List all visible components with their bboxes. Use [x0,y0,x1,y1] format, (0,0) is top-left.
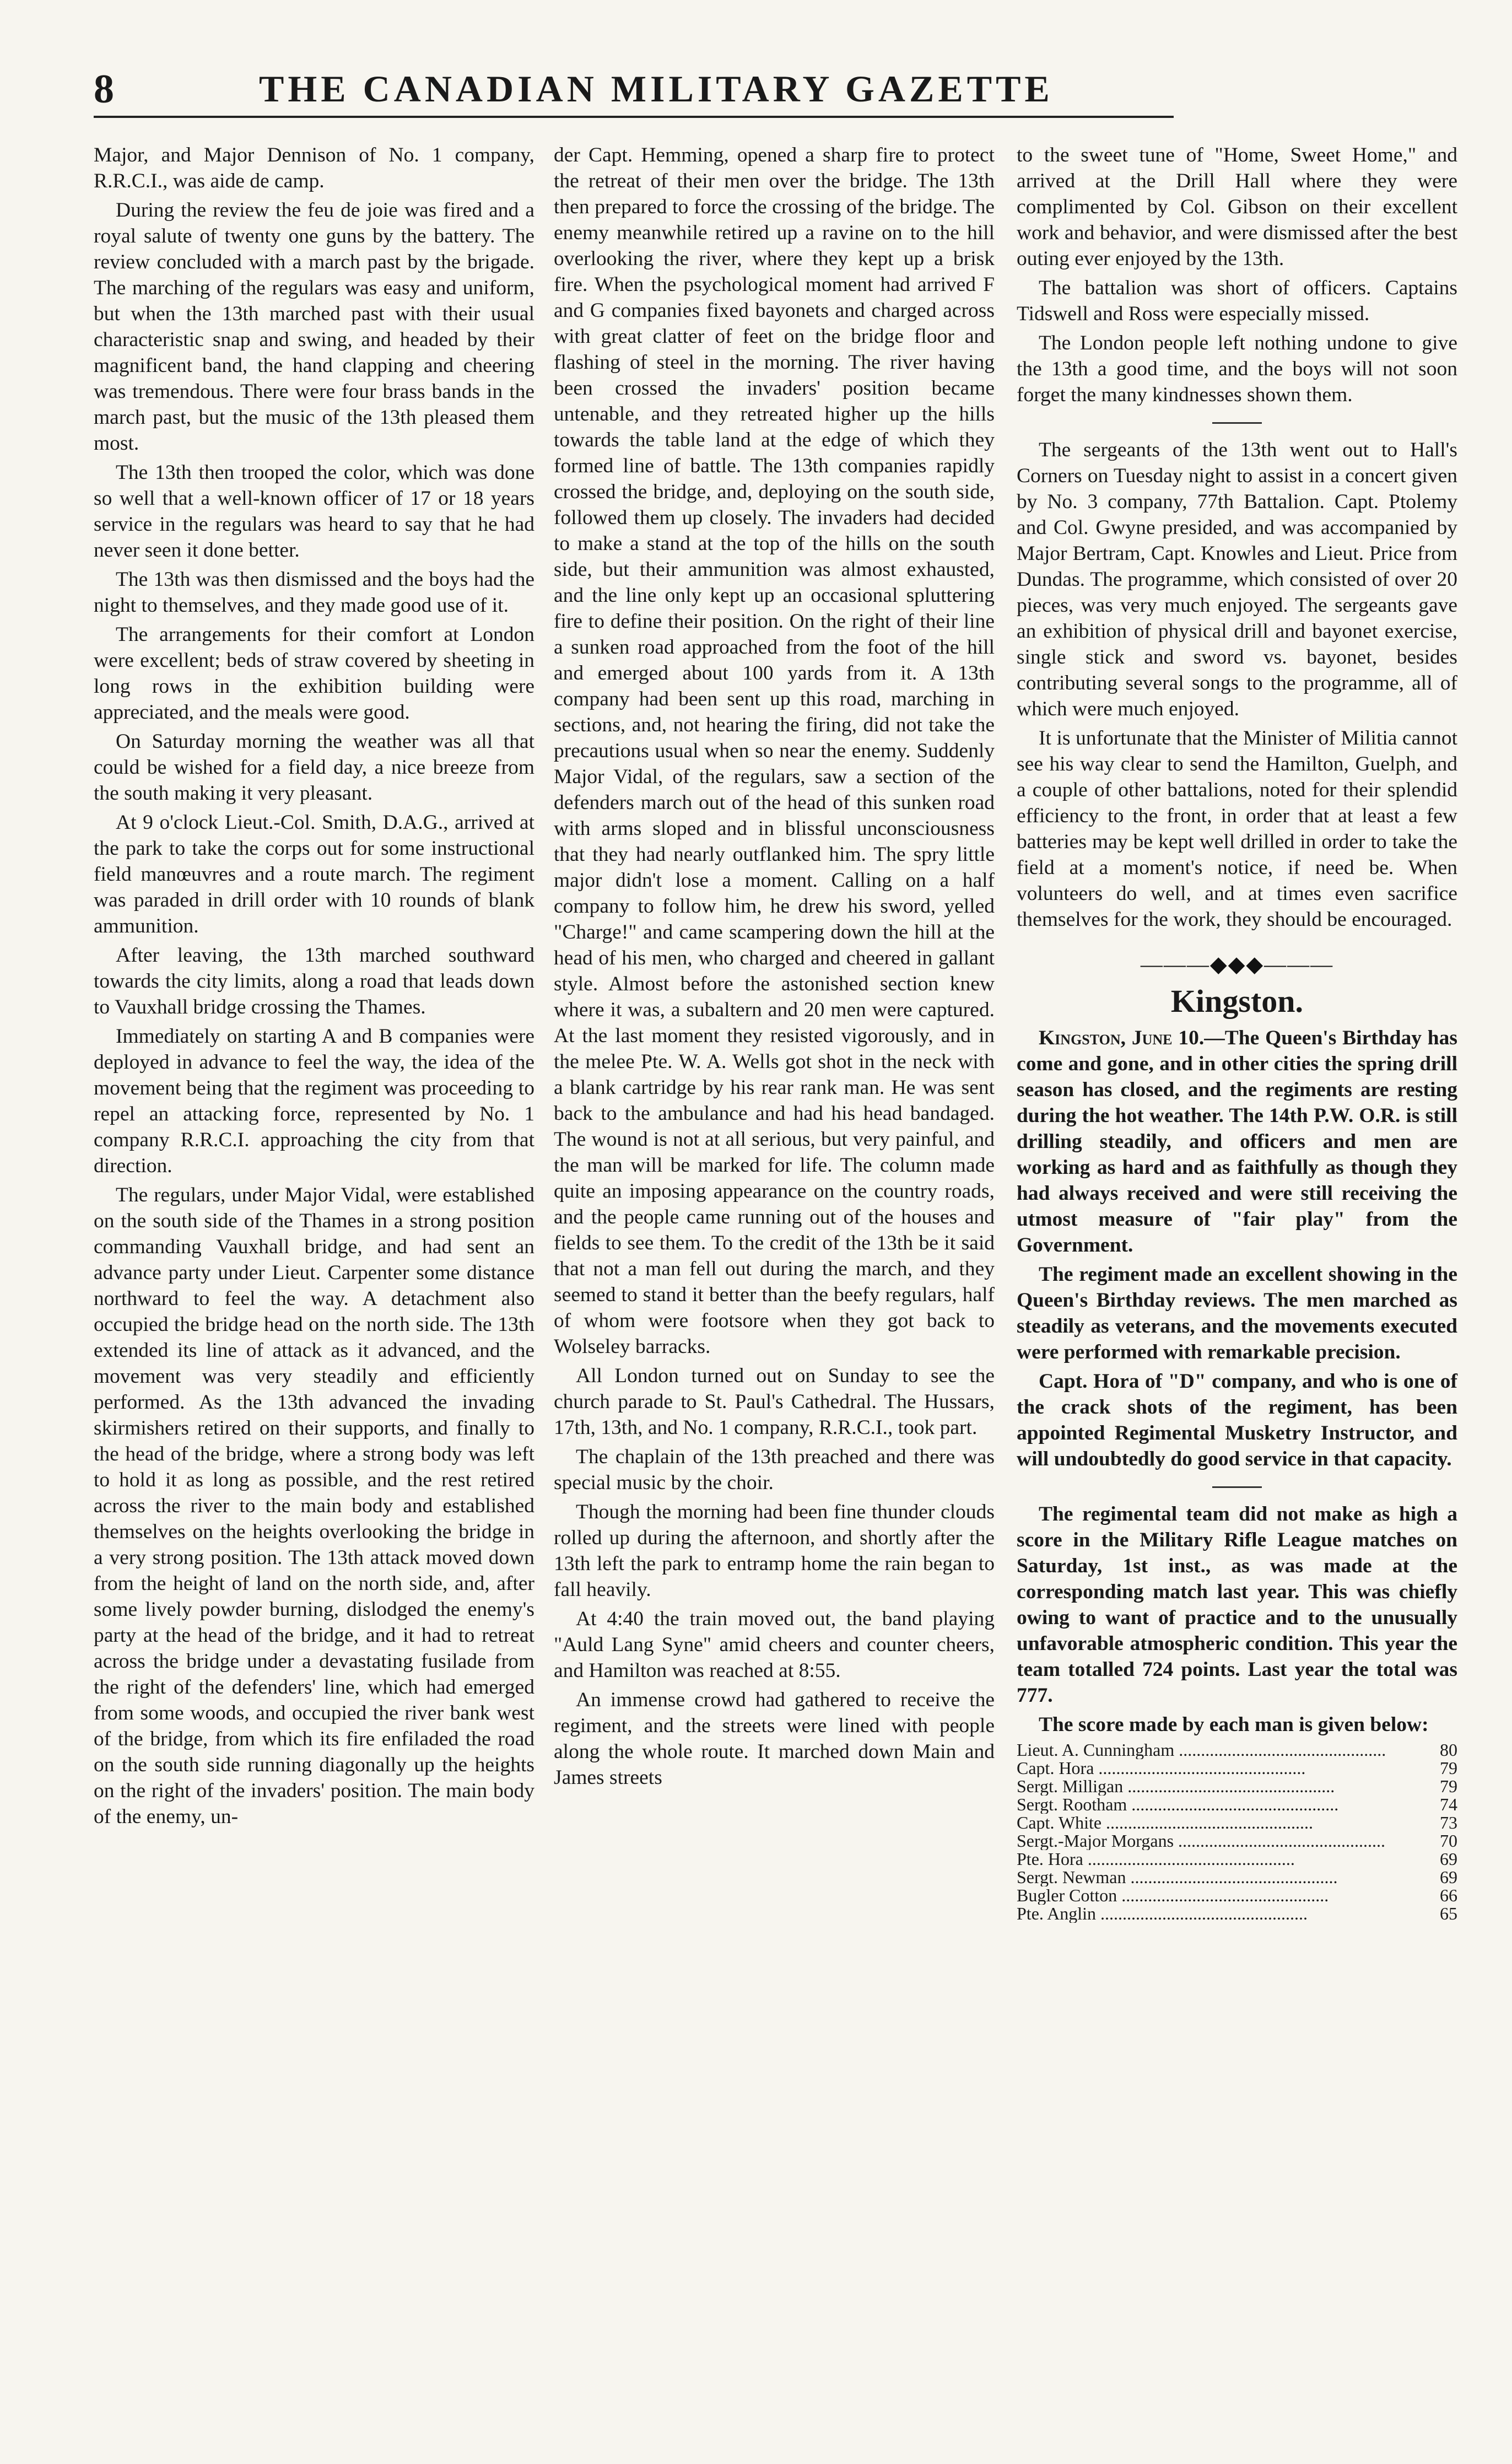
score-name: Capt. White ..... [1017,1814,1419,1832]
paragraph: The battalion was short of officers. Captains Tidswell and Ross were especially missed. [1017,277,1457,325]
paragraph: The score made by each man is given below: [1039,1713,1429,1736]
paragraph: An immense crowd had gathered to receive the regiment, and the streets were lined with people along the whole route. It marched down Main and James streets [554,1689,995,1789]
score-row [1017,1905,1457,1923]
paragraph: The regulars, under Major Vidal, were established on the south side of the Thames in a strong position commanding Vauxhall bridge, and had sent an advance party under Lieut. Carpenter some distance northward to feel the way. A detachment also occupied the bridge head on the north side. The 13th extended its line of attack as it advanced, and the movement was very steadily and efficiently performed. As the 13th advanced the invading skirmishers retired on their supports, and finally to the head of the bridge, where a strong body was left to hold it as long as possible, and the rest retired across the river to the main body and established themselves on the heights overlooking the bridge in a very strong position. The 13th attack moved down from the height of land on the north side, and, after some lively powder burning, dislodged the enemy's party at the head of the bridge, and it had to retreat across the bridge under a devastating fusilade from the right of the defenders' line, which had emerged from some woods, and occupied the river bank west of the bridge, from which its fire enfiladed the road on the south side running diagonally up the heights on the right of the invaders' position. The main body of the enemy, un- [94,1184,534,1828]
paragraph: All London turned out on Sunday to see the church parade to St. Paul's Cathedral. The Hussars, 17th, 13th, and No. 1 company, R.R.C.I., took part. [554,1365,995,1439]
score-row [1017,1868,1457,1886]
score-name: Bugler Cotton ..... [1017,1886,1419,1905]
paragraph: The arrangements for their comfort at London were excellent; beds of straw covered by sheeting in long rows in the exhibition building were appreciated, and the meals were good. [94,623,534,724]
paragraph: The 13th was then dismissed and the boys had the night to themselves, and they made good use of it. [94,568,534,617]
paragraph: Though the morning had been fine thunder clouds rolled up during the afternoon, and shortly after the 13th left the park to entramp home the rain began to fall heavily. [554,1501,995,1601]
score-name: Sergt. Newman ..... [1017,1868,1419,1886]
score-value: 80 [1440,1740,1457,1760]
page-header [94,61,1174,118]
score-row [1017,1777,1457,1796]
score-name: Lieut. A. Cunningham ..... [1017,1741,1419,1759]
paragraph: The London people left nothing undone to give the 13th a good time, and the boys will not soon forget the many kindnesses shown them. [1017,332,1457,406]
score-name: Capt. Hora ..... [1017,1759,1419,1777]
score-value: 74 [1440,1794,1457,1814]
score-value: 79 [1440,1758,1457,1778]
paragraph: to the sweet tune of "Home, Sweet Home," and arrived at the Drill Hall where they were complimented by Col. Gibson on their excellent work and behavior, and were dismissed after the best outing ever enjoyed by the 13th. [1017,144,1457,270]
paragraph: During the review the feu de joie was fired and a royal salute of twenty one guns by the battery. The review concluded with a march past by the brigade. The marching of the regulars was easy and uniform, but when the 13th marched past with their usual characteristic snap and swing, and headed by their magnificent band, the hand clapping and cheering was tremendous. There were four brass bands in the march past, but the music of the 13th pleased them most. [94,199,534,455]
score-name: Pte. Anglin ..... [1017,1905,1419,1923]
score-name: Pte. Hora ..... [1017,1850,1419,1868]
paragraph: At 4:40 the train moved out, the band playing "Auld Lang Syne" amid cheers and counter cheers, and Hamilton was reached at 8:55. [554,1608,995,1682]
paragraph: The chaplain of the 13th preached and there was special music by the choir. [554,1446,995,1494]
paragraph: It is unfortunate that the Minister of Militia cannot see his way clear to send the Hamilton, Guelph, and a couple of other battalions, noted for their splendid efficiency to the front, in order that at least a few batteries may be kept well drilled in order to take the field at a moment's notice, if need be. When volunteers do well, and at times even sacrifice themselves for the work, they should be encouraged. [1017,727,1457,931]
article-column-3 [1017,142,1457,1923]
score-value: 79 [1440,1776,1457,1796]
paragraph: Capt. Hora of "D" company, and who is one of the crack shots of the regiment, has been appointed Regimental Musketry Instructor, and will undoubtedly do good service in that capacity. [1017,1370,1457,1470]
article-column-1 [94,142,534,1833]
score-value: 69 [1440,1849,1457,1869]
paragraph: Major, and Major Dennison of No. 1 company, R.R.C.I., was aide de camp. [94,144,534,192]
kingston-section [1017,1025,1457,1923]
score-value: 73 [1440,1813,1457,1832]
dateline: Kingston, June 10. [1039,1027,1205,1049]
score-row [1017,1741,1457,1759]
score-name: Sergt. Rootham ..... [1017,1796,1419,1814]
score-table [1017,1741,1457,1923]
masthead-title: THE CANADIAN MILITARY GAZETTE [259,68,1054,110]
score-row [1017,1814,1457,1832]
score-value: 65 [1440,1904,1457,1923]
paragraph: After leaving, the 13th marched southward towards the city limits, along a road that leads down to Vauxhall bridge crossing the Thames. [94,944,534,1018]
paragraph: Immediately on starting A and B companies were deployed in advance to feel the way, the idea of the movement being that the regiment was proceeding to repel an attacking force, represented by No. 1 company R.R.C.I. approaching the city from that direction. [94,1025,534,1177]
paragraph: The sergeants of the 13th went out to Hall's Corners on Tuesday night to assist in a concert given by No. 3 company, 77th Battalion. Capt. Ptolemy and Col. Gwyne presided, and was accompanied by Major Bertram, Capt. Knowles and Lieut. Price from Dundas. The programme, which consisted of over 20 pieces, was very much enjoyed. The sergeants gave an exhibition of physical drill and bayonet exercise, single stick and sword vs. bayonet, besides contributing several songs to the programme, all of which were much enjoyed. [1017,439,1457,720]
paragraph: At 9 o'clock Lieut.-Col. Smith, D.A.G., arrived at the park to take the corps out for some instructional field manœuvres and a route march. The regiment was paraded in drill order with 10 rounds of blank ammunition. [94,811,534,937]
section-divider [1212,1486,1262,1488]
score-row [1017,1796,1457,1814]
score-value: 66 [1440,1885,1457,1905]
ornament-divider: ———◆◆◆——— [1140,952,1334,977]
score-row [1017,1832,1457,1850]
paragraph: The 13th then trooped the color, which was done so well that a well-known officer of 17 or 18 years service in the regulars was heard to say that he had never seen it done better. [94,461,534,562]
paragraph: der Capt. Hemming, opened a sharp fire to protect the retreat of their men over the bridge. The 13th then prepared to force the crossing of the bridge. The enemy meanwhile retired up a ravine on to the hill overlooking the river, where they kept up a brisk fire. When the psychological moment had arrived F and G companies fixed bayonets and charged across with great clatter of feet on the bridge floor and flashing of steel in the morning. The river having been crossed the invaders' position became untenable, and they retreated higher up the hills towards the table land at the edge of which they formed line of battle. The 13th companies rapidly crossed the bridge, and, deploying on the south side, followed them up closely. The invaders had decided to make a stand at the top of the hills on the south side, but their ammunition was almost exhausted, and the line only kept up an occasional spluttering fire to define their position. On the right of their line a sunken road approached from the foot of the hill and emerged about 100 yards from it. A 13th company had been sent up this road, marching in sections, and, not hearing the firing, did not take the precautions usual when so near the enemy. Suddenly Major Vidal, of the regulars, saw a section of the defenders march out of the head of this sunken road with arms sloped and in blissful unconsciousness that they had nearly outflanked him. The spry little major didn't lose a moment. Calling on a half company to follow him, he drew his sword, yelled "Charge!" and came scampering down the hill at the head of his men, who charged and cheered in gallant style. Almost before the astonished section knew where it was, a subaltern and 20 men were captured. At the last moment they resisted vigorously, and in the melee Pte. W. A. Wells got shot in the neck with a blank cartridge by his rear rank man. He was sent back to the ambulance and had his head bandaged. The wound is not at all serious, but very painful, and the man will be marked for life. The column made quite an imposing appearance on the country roads, and the people came running out of the houses and fields to see them. To the credit of the 13th be it said that not a man fell out during the march, and they seemed to stand it better than the beefy regulars, half of whom were footsore when they got back to Wolseley barracks. [554,144,995,1358]
score-value: 70 [1440,1831,1457,1851]
paragraph: The regiment made an excellent showing in the Queen's Birthday reviews. The men marched as steadily as veterans, and the movements executed were performed with remarkable precision. [1017,1263,1457,1363]
score-row [1017,1759,1457,1777]
paragraph-text: —The Queen's Birthday has come and gone, and in other cities the spring drill season has closed, and the regiments are resting during the hot weather. The 14th P.W. O.R. is still drilling steadily, and officers and men are working as hard and as faithfully as though they had always received and were still receiving the utmost measure of "fair play" from the Government. [1017,1027,1458,1257]
page-number: 8 [94,67,114,112]
paragraph [1017,1025,1457,1258]
score-name: Sergt. Milligan ..... [1017,1777,1419,1796]
score-name: Sergt.-Major Morgans ..... [1017,1832,1419,1850]
paragraph: The regimental team did not make as high a score in the Military Rifle League matches on Saturday, 1st inst., as was made at the corresponding match last year. This was chiefly owing to want of practice and to the unusually unfavorable atmospheric condition. This year the team totalled 724 points. Last year the total was 777. [1017,1503,1457,1707]
section-divider [1212,422,1262,424]
paragraph: On Saturday morning the weather was all that could be wished for a field day, a nice breeze from the south making it very pleasant. [94,730,534,805]
section-heading-kingston: Kingston. [1170,983,1304,1019]
article-column-2 [554,142,995,1794]
score-value: 69 [1440,1867,1457,1887]
score-row [1017,1850,1457,1868]
score-row [1017,1886,1457,1905]
